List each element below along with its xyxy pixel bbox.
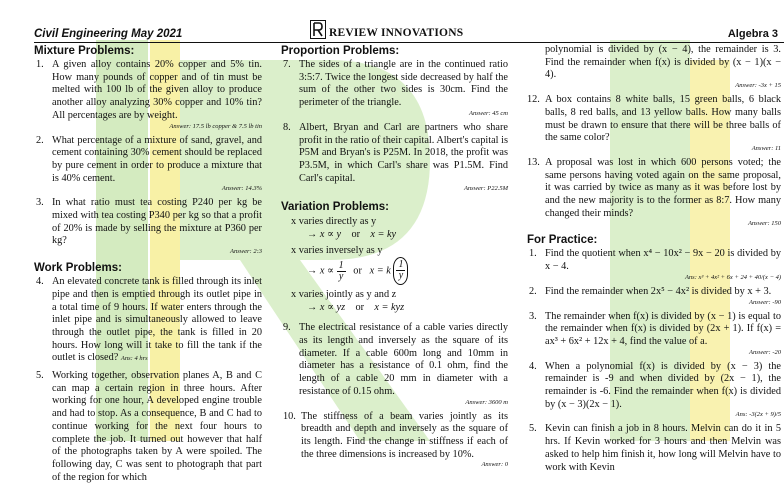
answer: Ans: -3(2x + 9)/5	[735, 411, 781, 419]
variation-direct-formula	[281, 228, 508, 241]
problem-10	[281, 411, 508, 470]
problem-text: Albert, Bryan and Carl are partners who share profit in the ratio of their capital. Albert's capital is P5M and Bryan's is P25M. In 2018, the profit was P3.5M, in which Carl's share was P1.5M. Find Carl's capital.	[299, 121, 508, 184]
answer: Answer: 17.5 lb copper & 7.5 lb tin	[169, 122, 262, 130]
problem-12	[527, 94, 781, 153]
answer: Answer: P22.5M	[463, 185, 508, 193]
problem-number: 5.	[36, 370, 44, 382]
problem-text: In what ratio must tea costing P240 per kg be mixed with tea costing P340 per kg so that a profit of 20% is made by selling the mixture at P360 per kg?	[52, 197, 262, 247]
answer: Answer: 14.3%	[221, 185, 262, 193]
formula-equation: x = ky	[370, 229, 397, 241]
answer: Answer: -3x + 15	[735, 82, 781, 90]
problem-5	[34, 370, 262, 484]
formula-or: or	[351, 229, 361, 241]
practice-1	[527, 248, 781, 281]
problem-11-continued	[527, 44, 781, 90]
formula-equation: x = kyz	[374, 302, 405, 314]
answer: Answer: 11	[751, 144, 781, 152]
problem-number: 8.	[283, 121, 291, 133]
formula-or: or	[353, 265, 362, 277]
parenthesized-fraction	[393, 257, 408, 285]
fraction-numerator: 1	[398, 259, 404, 271]
problem-number: 3.	[529, 310, 537, 322]
section-title-variation: Variation Problems:	[281, 201, 390, 214]
column-3	[527, 44, 781, 478]
problem-number: 7.	[283, 59, 291, 70]
problem-text: A box contains 8 white balls, 15 green balls, 6 black balls, 8 red balls, and 13 yellow balls. How many balls must be drawn to ensure that there will be three balls of the same color?	[545, 94, 781, 144]
fraction-denominator: y	[398, 270, 404, 282]
problem-number: 3.	[36, 197, 44, 209]
problem-number: 12.	[527, 94, 540, 106]
problem-8	[281, 122, 508, 194]
problem-number: 10.	[283, 410, 296, 422]
problem-number: 4.	[529, 360, 537, 372]
answer: Ans: 4 hrs	[120, 355, 148, 363]
course-title: Civil Engineering May 2021	[34, 28, 183, 40]
problem-number: 5.	[529, 423, 537, 435]
topic-title: Algebra 3	[727, 28, 778, 40]
answer: Answer: 150	[747, 220, 781, 228]
problem-text: The remainder when f(x) is divided by (x − 1) is equal to the remainder when f(x) is divided by (2x + 1). If f(x) = ax³ + 6x² + 12x + 4, find the value of a.	[545, 310, 781, 347]
problem-number: 1.	[529, 248, 537, 260]
problem-7	[281, 59, 508, 118]
section-title-mixture: Mixture Problems:	[34, 45, 135, 57]
problem-text: What percentage of a mixture of sand, gravel, and cement containing 30% cement should be replaced by pure cement in order to produce a mixture that is 40% cement.	[52, 134, 262, 184]
practice-4	[527, 361, 781, 420]
brand-block	[310, 20, 463, 39]
answer: Answer: 2:3	[230, 248, 262, 256]
section-title-practice: For Practice:	[527, 234, 598, 247]
problem-1	[34, 59, 262, 131]
problem-2	[34, 135, 262, 194]
brand-name: REVIEW INNOVATIONS	[329, 26, 464, 39]
brand-logo-icon	[310, 20, 326, 39]
problem-4	[34, 276, 262, 366]
problem-3	[34, 197, 262, 256]
formula-proportional: → x ∝ y	[307, 229, 342, 241]
problem-text: The sides of a triangle are in the continued ratio 3:5:7. Twice the longest side decreased by half the sum of the other two sides is 30cm. Find the perimeter of the triangle.	[299, 59, 508, 109]
answer: Ans: x³ + 4x² + 6x + 24 + 40/(x − 4)	[684, 273, 781, 281]
problem-number: 13.	[527, 156, 540, 168]
answer: Answer: 45 cm	[469, 109, 508, 117]
answer: Answer: 3600 m	[465, 398, 508, 406]
variation-joint: x varies jointly as y and z	[291, 289, 397, 301]
problem-text: A given alloy contains 20% copper and 5% tin. How many pounds of copper and of tin must be melted with 100 lb of the given alloy to produce another alloy analyzing 30% copper and 10% tin? All percentages are by weight.	[52, 59, 262, 121]
variation-joint-formula	[281, 301, 508, 314]
problem-number: 9.	[283, 322, 291, 334]
problem-text: Find the quotient when x⁴ − 10x² − 9x − 20 is divided by x − 4.	[545, 248, 781, 273]
practice-3	[527, 311, 781, 357]
answer: Answer: 0	[481, 461, 508, 469]
answer: Answer: -20	[749, 348, 781, 356]
problem-number: 2.	[36, 134, 44, 146]
formula-proportional: → x ∝ yz	[307, 302, 346, 314]
fraction	[337, 261, 346, 282]
answer: Answer: -90	[749, 298, 781, 306]
fraction-denominator: y	[338, 270, 344, 282]
formula-proportional: → x ∝	[307, 265, 334, 277]
variation-direct: x varies directly as y	[291, 216, 377, 228]
column-1	[34, 44, 262, 488]
problem-number: 4.	[36, 276, 44, 288]
section-title-work: Work Problems:	[34, 262, 122, 275]
section-title-proportion: Proportion Problems:	[281, 45, 400, 57]
header-rule	[34, 42, 784, 43]
practice-5	[527, 423, 781, 474]
variation-inverse: x varies inversely as y	[291, 245, 383, 257]
problem-text: Kevin can finish a job in 8 hours. Melvin can do it in 5 hrs. If Kevin worked for 3 hours and then Melvin was asked to help him finish it, how long will Melvin have to work with Kevin	[545, 423, 781, 473]
formula-equation: x = k	[369, 265, 391, 277]
variation-inverse-formula	[281, 257, 508, 285]
problem-number: 1.	[36, 59, 44, 70]
problem-text: When a polynomial f(x) is divided by (x − 3) the remainder is -9 and when divided by (2x − 1), the remainder is -6. Find the remainder when f(x) is divided by (x − 3)(2x − 1).	[545, 360, 781, 410]
fraction-numerator: 1	[338, 259, 344, 271]
problem-text: The stiffness of a beam varies jointly as its breadth and depth and inversely as the square of its length. Find the change in stiffness if each of the three dimensions is increased by 10%.	[301, 410, 508, 460]
problem-number: 2.	[529, 285, 537, 297]
column-2	[281, 44, 508, 473]
problem-13	[527, 157, 781, 229]
problem-text: The electrical resistance of a cable varies directly as its length and inversely as the square of its diameter. If a cable 600m long and 10mm in diameter has a resistance of 0.1 ohm, find the length of a cable 20 mm in diameter with a resistance of 0.15 ohm.	[299, 322, 508, 397]
problem-text: Working together, observation planes A, B and C can map a certain region in three hours. After working for one hour, A developed engine trouble and had to stop. As a consequence, B and C had to continue working for the next four hours to complete the job. It turned out however that half of the photographs taken by A were spoiled. The following day, C was sent to photograph that part of the region for which	[52, 370, 262, 483]
problem-text: A proposal was lost in which 600 persons voted; the same persons having voted again on the same proposal, it was carried by twice as many as it was before lost by and the new majority is to the former as 8:7. How many changed their minds?	[545, 156, 781, 219]
practice-2	[527, 286, 781, 307]
problem-9	[281, 322, 508, 406]
page-header	[0, 0, 784, 40]
problem-text: Find the remainder when 2x⁵ − 4x² is divided by x + 3.	[545, 285, 772, 297]
formula-or: or	[355, 302, 365, 314]
problem-text: polynomial is divided by (x − 4), the remainder is 3. Find the remainder when f(x) is divided by (x − 1)(x − 4).	[545, 44, 781, 81]
problem-text: An elevated concrete tank is filled through its inlet pipe and then is emptied through its outlet pipe in a total time of 9 hours. If water enters through the inlet pipe and is simultaneously allowed to leave through the outlet pipe, the tank is filled in 20 hours. How long will it take to fill the tank if the outlet is closed?	[52, 276, 262, 364]
